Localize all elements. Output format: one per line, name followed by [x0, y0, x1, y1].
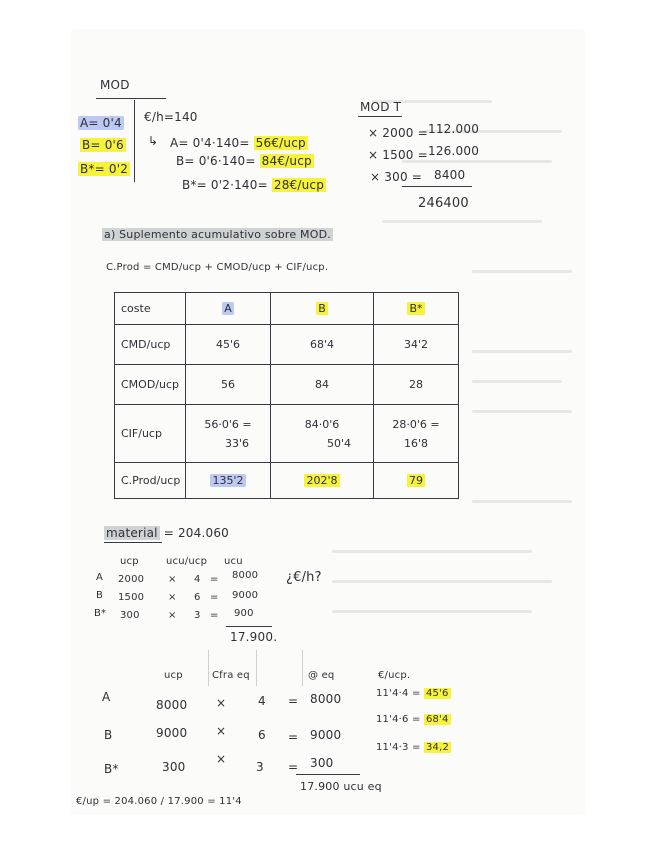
table-header-cell: B* — [374, 293, 459, 325]
cost-table — [114, 292, 459, 499]
column-divider — [302, 650, 303, 686]
eq-row-bx-label: B* — [104, 762, 119, 776]
eq-row-bx-eq: = — [288, 760, 299, 774]
material-row-b-eq: = — [210, 592, 219, 603]
column-divider — [208, 650, 209, 686]
euro-per-hour-question: ¿€/h? — [286, 570, 322, 585]
material-row-bx-ucp: 300 — [120, 610, 140, 621]
table-header-cell: coste — [115, 293, 186, 325]
bleed-through-line — [332, 610, 532, 613]
eq-row-bx-ucp: 300 — [162, 760, 186, 774]
cif-b-line2: 50'4 — [326, 436, 352, 450]
bleed-through-line — [472, 350, 572, 353]
calc-bx: B*= 0'2·140= 28€/ucp — [182, 178, 325, 192]
grand-total: 246400 — [418, 196, 469, 211]
calc-a: A= 0'4·140= 56€/ucp — [170, 136, 306, 150]
eq-row-b-op: × — [216, 724, 227, 738]
bleed-through-line — [472, 270, 572, 273]
material-row-b-op: × — [168, 592, 177, 603]
mod-t-underline — [358, 116, 402, 117]
eq-row-a-euro: 11'4·4 = 45'6 — [376, 688, 449, 699]
notebook-page — [72, 30, 584, 814]
table-cell: 68'4 — [271, 325, 374, 365]
material-row-a-ucu: 4 — [194, 574, 201, 585]
material-row-b-ucp: 1500 — [118, 592, 145, 603]
total-b: 126.000 — [428, 144, 480, 158]
sum-line — [402, 186, 472, 187]
material-col-ucu-ucp: ucu/ucp — [166, 556, 208, 567]
material-row-bx-op: × — [168, 610, 177, 621]
material-col-ucp: ucp — [120, 556, 139, 567]
bleed-through-line — [472, 410, 572, 413]
eq-col-euro-ucp: €/ucp. — [378, 670, 411, 681]
bleed-through-line — [472, 380, 562, 383]
table-cell-label: CMD/ucp — [115, 325, 186, 365]
table-cell: 28 — [374, 365, 459, 405]
rate-a: A= 0'4 — [80, 116, 122, 130]
material-row-b-ucu: 6 — [194, 592, 201, 603]
table-cell — [186, 405, 271, 463]
eq-row-b-label: B — [104, 728, 113, 742]
material-row-b-res: 9000 — [232, 590, 259, 601]
column-divider — [256, 650, 257, 686]
eq-row-b-k: 6 — [258, 728, 266, 742]
bleed-through-line — [382, 220, 542, 223]
table-row — [115, 463, 459, 499]
eq-sum-line — [296, 774, 360, 775]
table-cell: 34'2 — [374, 325, 459, 365]
eq-row-bx-res: 300 — [310, 756, 334, 770]
cif-a-line2: 33'6 — [224, 436, 250, 450]
table-header-cell: B — [271, 293, 374, 325]
material-row-a-ucp: 2000 — [118, 574, 145, 585]
rate-b: B= 0'6 — [82, 138, 124, 152]
eq-row-a-ucp: 8000 — [156, 698, 188, 712]
euro-per-hour: €/h=140 — [144, 110, 198, 124]
eq-row-bx-euro: 11'4·3 = 34,2 — [376, 742, 450, 753]
table-cell-label: C.Prod/ucp — [115, 463, 186, 499]
material-row-a-eq: = — [210, 574, 219, 585]
material-title: material = 204.060 — [106, 526, 229, 540]
table-cell — [374, 405, 459, 463]
material-row-a-label: A — [96, 572, 104, 583]
rate-bx: B*= 0'2 — [80, 162, 129, 176]
eq-row-b-res: 9000 — [310, 728, 342, 742]
table-cell: 79 — [374, 463, 459, 499]
eq-total: 17.900 ucu eq — [300, 780, 382, 793]
table-cell: 56 — [186, 365, 271, 405]
eq-row-a-eq: = — [288, 694, 299, 708]
material-row-bx-ucu: 3 — [194, 610, 201, 621]
table-row — [115, 365, 459, 405]
cif-bx-line1: 28·0'6 = — [392, 417, 440, 431]
table-cell — [271, 405, 374, 463]
table-row — [115, 325, 459, 365]
eq-col-eq: @ eq — [308, 670, 335, 681]
cif-a-line1: 56·0'6 = — [204, 417, 252, 431]
total-bx: 8400 — [434, 168, 466, 182]
material-row-bx-label: B* — [94, 608, 107, 619]
bleed-through-line — [472, 500, 572, 503]
mult-bx: × 300 = — [370, 170, 423, 184]
table-header-cell: A — [186, 293, 271, 325]
material-sum-line — [226, 626, 272, 627]
total-a: 112.000 — [428, 122, 480, 136]
table-cell: 84 — [271, 365, 374, 405]
eq-row-a-label: A — [102, 690, 111, 704]
material-row-bx-eq: = — [210, 610, 219, 621]
eq-row-bx-op: × — [216, 752, 227, 766]
table-header-row — [115, 293, 459, 325]
material-row-bx-res: 900 — [234, 608, 254, 619]
eq-row-a-k: 4 — [258, 694, 266, 708]
material-underline — [104, 542, 162, 543]
divider-vertical — [134, 100, 135, 182]
table-cell: 202'8 — [271, 463, 374, 499]
eq-row-b-eq: = — [288, 730, 299, 744]
section-a-title: a) Suplemento acumulativo sobre MOD. — [104, 228, 331, 241]
eq-row-a-res: 8000 — [310, 692, 342, 706]
table-cell-label: CMOD/ucp — [115, 365, 186, 405]
eq-row-bx-k: 3 — [256, 760, 264, 774]
eq-col-ucp: ucp — [164, 670, 183, 681]
mult-a: × 2000 = — [368, 126, 428, 140]
header-underline — [96, 98, 166, 99]
material-total: 17.900. — [230, 630, 278, 644]
mod-header: MOD — [100, 78, 130, 92]
mult-b: × 1500 = — [368, 148, 428, 162]
bleed-through-line — [332, 580, 552, 583]
cprod-formula: C.Prod = CMD/ucp + CMOD/ucp + CIF/ucp. — [106, 262, 329, 273]
bleed-through-line — [332, 550, 532, 553]
cif-bx-line2: 16'8 — [403, 436, 429, 450]
eq-row-a-op: × — [216, 696, 227, 710]
eq-col-cfra: Cfra eq — [212, 670, 250, 681]
calc-b: B= 0'6·140= 84€/ucp — [176, 154, 312, 168]
euro-per-unit-formula: €/up = 204.060 / 17.900 = 11'4 — [76, 796, 242, 807]
table-row — [115, 405, 459, 463]
table-cell-label: CIF/ucp — [115, 405, 186, 463]
table-cell: 135'2 — [186, 463, 271, 499]
material-row-a-res: 8000 — [232, 570, 259, 581]
eq-row-b-euro: 11'4·6 = 68'4 — [376, 714, 449, 725]
arrow-icon: ↳ — [148, 134, 159, 148]
table-cell: 45'6 — [186, 325, 271, 365]
material-row-a-op: × — [168, 574, 177, 585]
material-row-b-label: B — [96, 590, 104, 601]
cif-b-line1: 84·0'6 — [304, 417, 340, 431]
material-col-ucu: ucu — [224, 556, 243, 567]
eq-row-b-ucp: 9000 — [156, 726, 188, 740]
mod-t-label: MOD T — [360, 100, 402, 114]
